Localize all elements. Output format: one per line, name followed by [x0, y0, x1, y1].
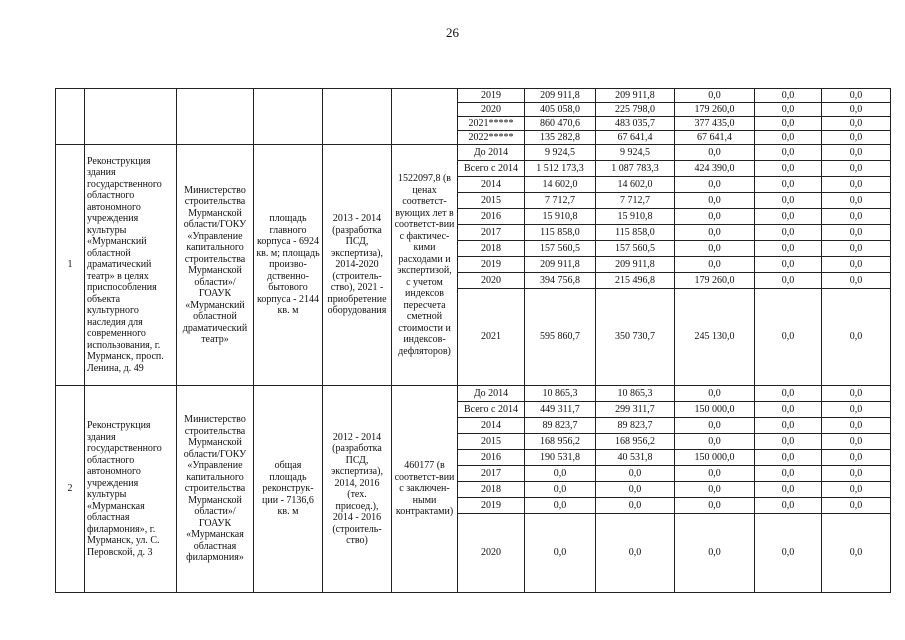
amount-cell: 0,0	[675, 418, 755, 434]
amount-cell: 135 282,8	[525, 131, 596, 145]
amount-cell: 209 911,8	[525, 257, 596, 273]
amount-cell: 0,0	[755, 117, 822, 131]
amount-cell: 350 730,7	[596, 289, 675, 386]
amount-cell: 10 865,3	[525, 386, 596, 402]
year-cell: 2021*****	[458, 117, 525, 131]
amount-cell: 0,0	[822, 434, 891, 450]
amount-cell: 0,0	[822, 241, 891, 257]
amount-cell: 15 910,8	[596, 209, 675, 225]
amount-cell: 89 823,7	[525, 418, 596, 434]
amount-cell: 0,0	[755, 482, 822, 498]
table-row	[56, 386, 891, 402]
amount-cell: 0,0	[755, 89, 822, 103]
continued-num-cell	[56, 89, 85, 145]
table-body	[56, 89, 891, 593]
amount-cell: 0,0	[675, 145, 755, 161]
amount-cell: 10 865,3	[596, 386, 675, 402]
year-cell: Всего с 2014	[458, 161, 525, 177]
amount-cell: 0,0	[675, 89, 755, 103]
amount-cell: 0,0	[755, 514, 822, 593]
amount-cell: 0,0	[755, 225, 822, 241]
amount-cell: 860 470,6	[525, 117, 596, 131]
amount-cell: 7 712,7	[596, 193, 675, 209]
year-cell: 2020	[458, 273, 525, 289]
year-cell: 2015	[458, 193, 525, 209]
table-row	[56, 89, 891, 103]
amount-cell: 7 712,7	[525, 193, 596, 209]
amount-cell: 168 956,2	[596, 434, 675, 450]
amount-cell: 0,0	[755, 466, 822, 482]
amount-cell: 449 311,7	[525, 402, 596, 418]
amount-cell: 0,0	[822, 103, 891, 117]
amount-cell: 0,0	[755, 386, 822, 402]
amount-cell: 9 924,5	[525, 145, 596, 161]
amount-cell: 0,0	[675, 386, 755, 402]
amount-cell: 0,0	[675, 434, 755, 450]
estimated-cost-cell: 460177 (в соответст-вии с заключен-ными контрактами)	[392, 386, 458, 593]
amount-cell: 405 058,0	[525, 103, 596, 117]
amount-cell: 0,0	[822, 514, 891, 593]
amount-cell: 0,0	[822, 482, 891, 498]
amount-cell: 0,0	[822, 289, 891, 386]
amount-cell: 67 641,4	[675, 131, 755, 145]
year-cell: 2019	[458, 257, 525, 273]
year-cell: 2019	[458, 89, 525, 103]
amount-cell: 0,0	[596, 466, 675, 482]
continued-customer-cell	[177, 89, 254, 145]
amount-cell: 40 531,8	[596, 450, 675, 466]
page-number: 26	[446, 25, 459, 40]
amount-cell: 0,0	[822, 161, 891, 177]
amount-cell: 0,0	[525, 498, 596, 514]
year-cell: 2015	[458, 434, 525, 450]
year-cell: 2019	[458, 498, 525, 514]
amount-cell: 0,0	[822, 273, 891, 289]
continued-period-cell	[323, 89, 392, 145]
construction-budget-table	[55, 88, 891, 593]
amount-cell: 0,0	[755, 257, 822, 273]
amount-cell: 0,0	[675, 482, 755, 498]
amount-cell: 299 311,7	[596, 402, 675, 418]
amount-cell: 9 924,5	[596, 145, 675, 161]
amount-cell: 0,0	[755, 450, 822, 466]
year-cell: До 2014	[458, 145, 525, 161]
amount-cell: 0,0	[675, 225, 755, 241]
amount-cell: 0,0	[755, 241, 822, 257]
amount-cell: 0,0	[596, 482, 675, 498]
amount-cell: 0,0	[675, 466, 755, 482]
year-cell: 2018	[458, 482, 525, 498]
amount-cell: 0,0	[822, 450, 891, 466]
amount-cell: 67 641,4	[596, 131, 675, 145]
amount-cell: 209 911,8	[525, 89, 596, 103]
amount-cell: 209 911,8	[596, 89, 675, 103]
amount-cell: 157 560,5	[525, 241, 596, 257]
amount-cell: 0,0	[755, 289, 822, 386]
year-cell: 2016	[458, 450, 525, 466]
amount-cell: 0,0	[675, 514, 755, 593]
amount-cell: 0,0	[755, 418, 822, 434]
amount-cell: 179 260,0	[675, 273, 755, 289]
amount-cell: 0,0	[822, 257, 891, 273]
amount-cell: 0,0	[822, 418, 891, 434]
customer-cell: Министерство строительства Мурманской области/ГОКУ «Управление капитального строительства Мурманской области»/ ГОАУК «Мурманский областной драматический театр»	[177, 145, 254, 386]
amount-cell: 0,0	[822, 225, 891, 241]
year-cell: 2018	[458, 241, 525, 257]
year-cell: 2020	[458, 514, 525, 593]
capacity-cell: площадь главного корпуса - 6924 кв. м; площадь произво-дственно-бытового корпуса - 2144 кв. м	[254, 145, 323, 386]
project-number-cell: 2	[56, 386, 85, 593]
amount-cell: 0,0	[822, 402, 891, 418]
year-cell: 2017	[458, 466, 525, 482]
amount-cell: 0,0	[596, 498, 675, 514]
continued-capacity-cell	[254, 89, 323, 145]
amount-cell: 115 858,0	[525, 225, 596, 241]
year-cell: 2014	[458, 418, 525, 434]
amount-cell: 150 000,0	[675, 402, 755, 418]
amount-cell: 179 260,0	[675, 103, 755, 117]
capacity-cell: общая площадь реконструк-ции - 7136,6 кв. м	[254, 386, 323, 593]
amount-cell: 14 602,0	[596, 177, 675, 193]
amount-cell: 0,0	[822, 177, 891, 193]
amount-cell: 0,0	[822, 89, 891, 103]
amount-cell: 0,0	[755, 103, 822, 117]
amount-cell: 1 087 783,3	[596, 161, 675, 177]
amount-cell: 89 823,7	[596, 418, 675, 434]
amount-cell: 0,0	[822, 209, 891, 225]
year-cell: 2022*****	[458, 131, 525, 145]
amount-cell: 225 798,0	[596, 103, 675, 117]
amount-cell: 15 910,8	[525, 209, 596, 225]
year-cell: 2016	[458, 209, 525, 225]
amount-cell: 0,0	[525, 466, 596, 482]
amount-cell: 377 435,0	[675, 117, 755, 131]
amount-cell: 190 531,8	[525, 450, 596, 466]
period-cell: 2012 - 2014 (разработка ПСД, экспертиза), 2014, 2016 (тех. присоед.), 2014 - 2016 (строитель-ство)	[323, 386, 392, 593]
project-number-cell: 1	[56, 145, 85, 386]
amount-cell: 0,0	[596, 514, 675, 593]
estimated-cost-cell: 1522097,8 (в ценах соответст-вующих лет в соответст-вии с фактичес-кими расходами и экспертизой, с учетом индексов пересчета сметной стоимости и индексов-дефляторов)	[392, 145, 458, 386]
amount-cell: 1 512 173,3	[525, 161, 596, 177]
year-cell: До 2014	[458, 386, 525, 402]
amount-cell: 0,0	[525, 482, 596, 498]
amount-cell: 0,0	[822, 386, 891, 402]
project-name-cell: Реконструкция здания государственного областного автономного учреждения культуры «Мурманская областная филармония», г. Мурманск, ул. С. Перовской, д. 3	[85, 386, 177, 593]
table-row	[56, 145, 891, 161]
amount-cell: 215 496,8	[596, 273, 675, 289]
amount-cell: 245 130,0	[675, 289, 755, 386]
year-cell: 2020	[458, 103, 525, 117]
amount-cell: 0,0	[755, 193, 822, 209]
customer-cell: Министерство строительства Мурманской области/ГОКУ «Управление капитального строительства Мурманской области»/ ГОАУК «Мурманская областная филармония»	[177, 386, 254, 593]
amount-cell: 0,0	[675, 498, 755, 514]
amount-cell: 150 000,0	[675, 450, 755, 466]
amount-cell: 0,0	[755, 402, 822, 418]
year-cell: 2014	[458, 177, 525, 193]
project-name-cell: Реконструкция здания государственного областного автономного учреждения культуры «Мурманский областной драматический театр» в целях приспособления объекта культурного наследия для современного использования, г. Мурманск, просп. Ленина, д. 49	[85, 145, 177, 386]
amount-cell: 0,0	[822, 131, 891, 145]
amount-cell: 168 956,2	[525, 434, 596, 450]
amount-cell: 0,0	[822, 145, 891, 161]
amount-cell: 209 911,8	[596, 257, 675, 273]
amount-cell: 0,0	[822, 498, 891, 514]
amount-cell: 0,0	[675, 257, 755, 273]
amount-cell: 0,0	[525, 514, 596, 593]
amount-cell: 0,0	[822, 193, 891, 209]
amount-cell: 14 602,0	[525, 177, 596, 193]
amount-cell: 157 560,5	[596, 241, 675, 257]
amount-cell: 424 390,0	[675, 161, 755, 177]
amount-cell: 0,0	[755, 161, 822, 177]
amount-cell: 394 756,8	[525, 273, 596, 289]
amount-cell: 0,0	[822, 117, 891, 131]
amount-cell: 115 858,0	[596, 225, 675, 241]
amount-cell: 0,0	[755, 498, 822, 514]
continued-name-cell	[85, 89, 177, 145]
continued-cost-cell	[392, 89, 458, 145]
year-cell: 2021	[458, 289, 525, 386]
amount-cell: 0,0	[675, 209, 755, 225]
amount-cell: 0,0	[755, 131, 822, 145]
amount-cell: 483 035,7	[596, 117, 675, 131]
amount-cell: 0,0	[755, 177, 822, 193]
period-cell: 2013 - 2014 (разработка ПСД, экспертиза), 2014-2020 (строитель-ство), 2021 - приобретение оборудования	[323, 145, 392, 386]
amount-cell: 0,0	[755, 145, 822, 161]
amount-cell: 0,0	[675, 241, 755, 257]
amount-cell: 0,0	[755, 209, 822, 225]
year-cell: 2017	[458, 225, 525, 241]
amount-cell: 595 860,7	[525, 289, 596, 386]
amount-cell: 0,0	[675, 193, 755, 209]
amount-cell: 0,0	[822, 466, 891, 482]
amount-cell: 0,0	[675, 177, 755, 193]
amount-cell: 0,0	[755, 434, 822, 450]
year-cell: Всего с 2014	[458, 402, 525, 418]
amount-cell: 0,0	[755, 273, 822, 289]
